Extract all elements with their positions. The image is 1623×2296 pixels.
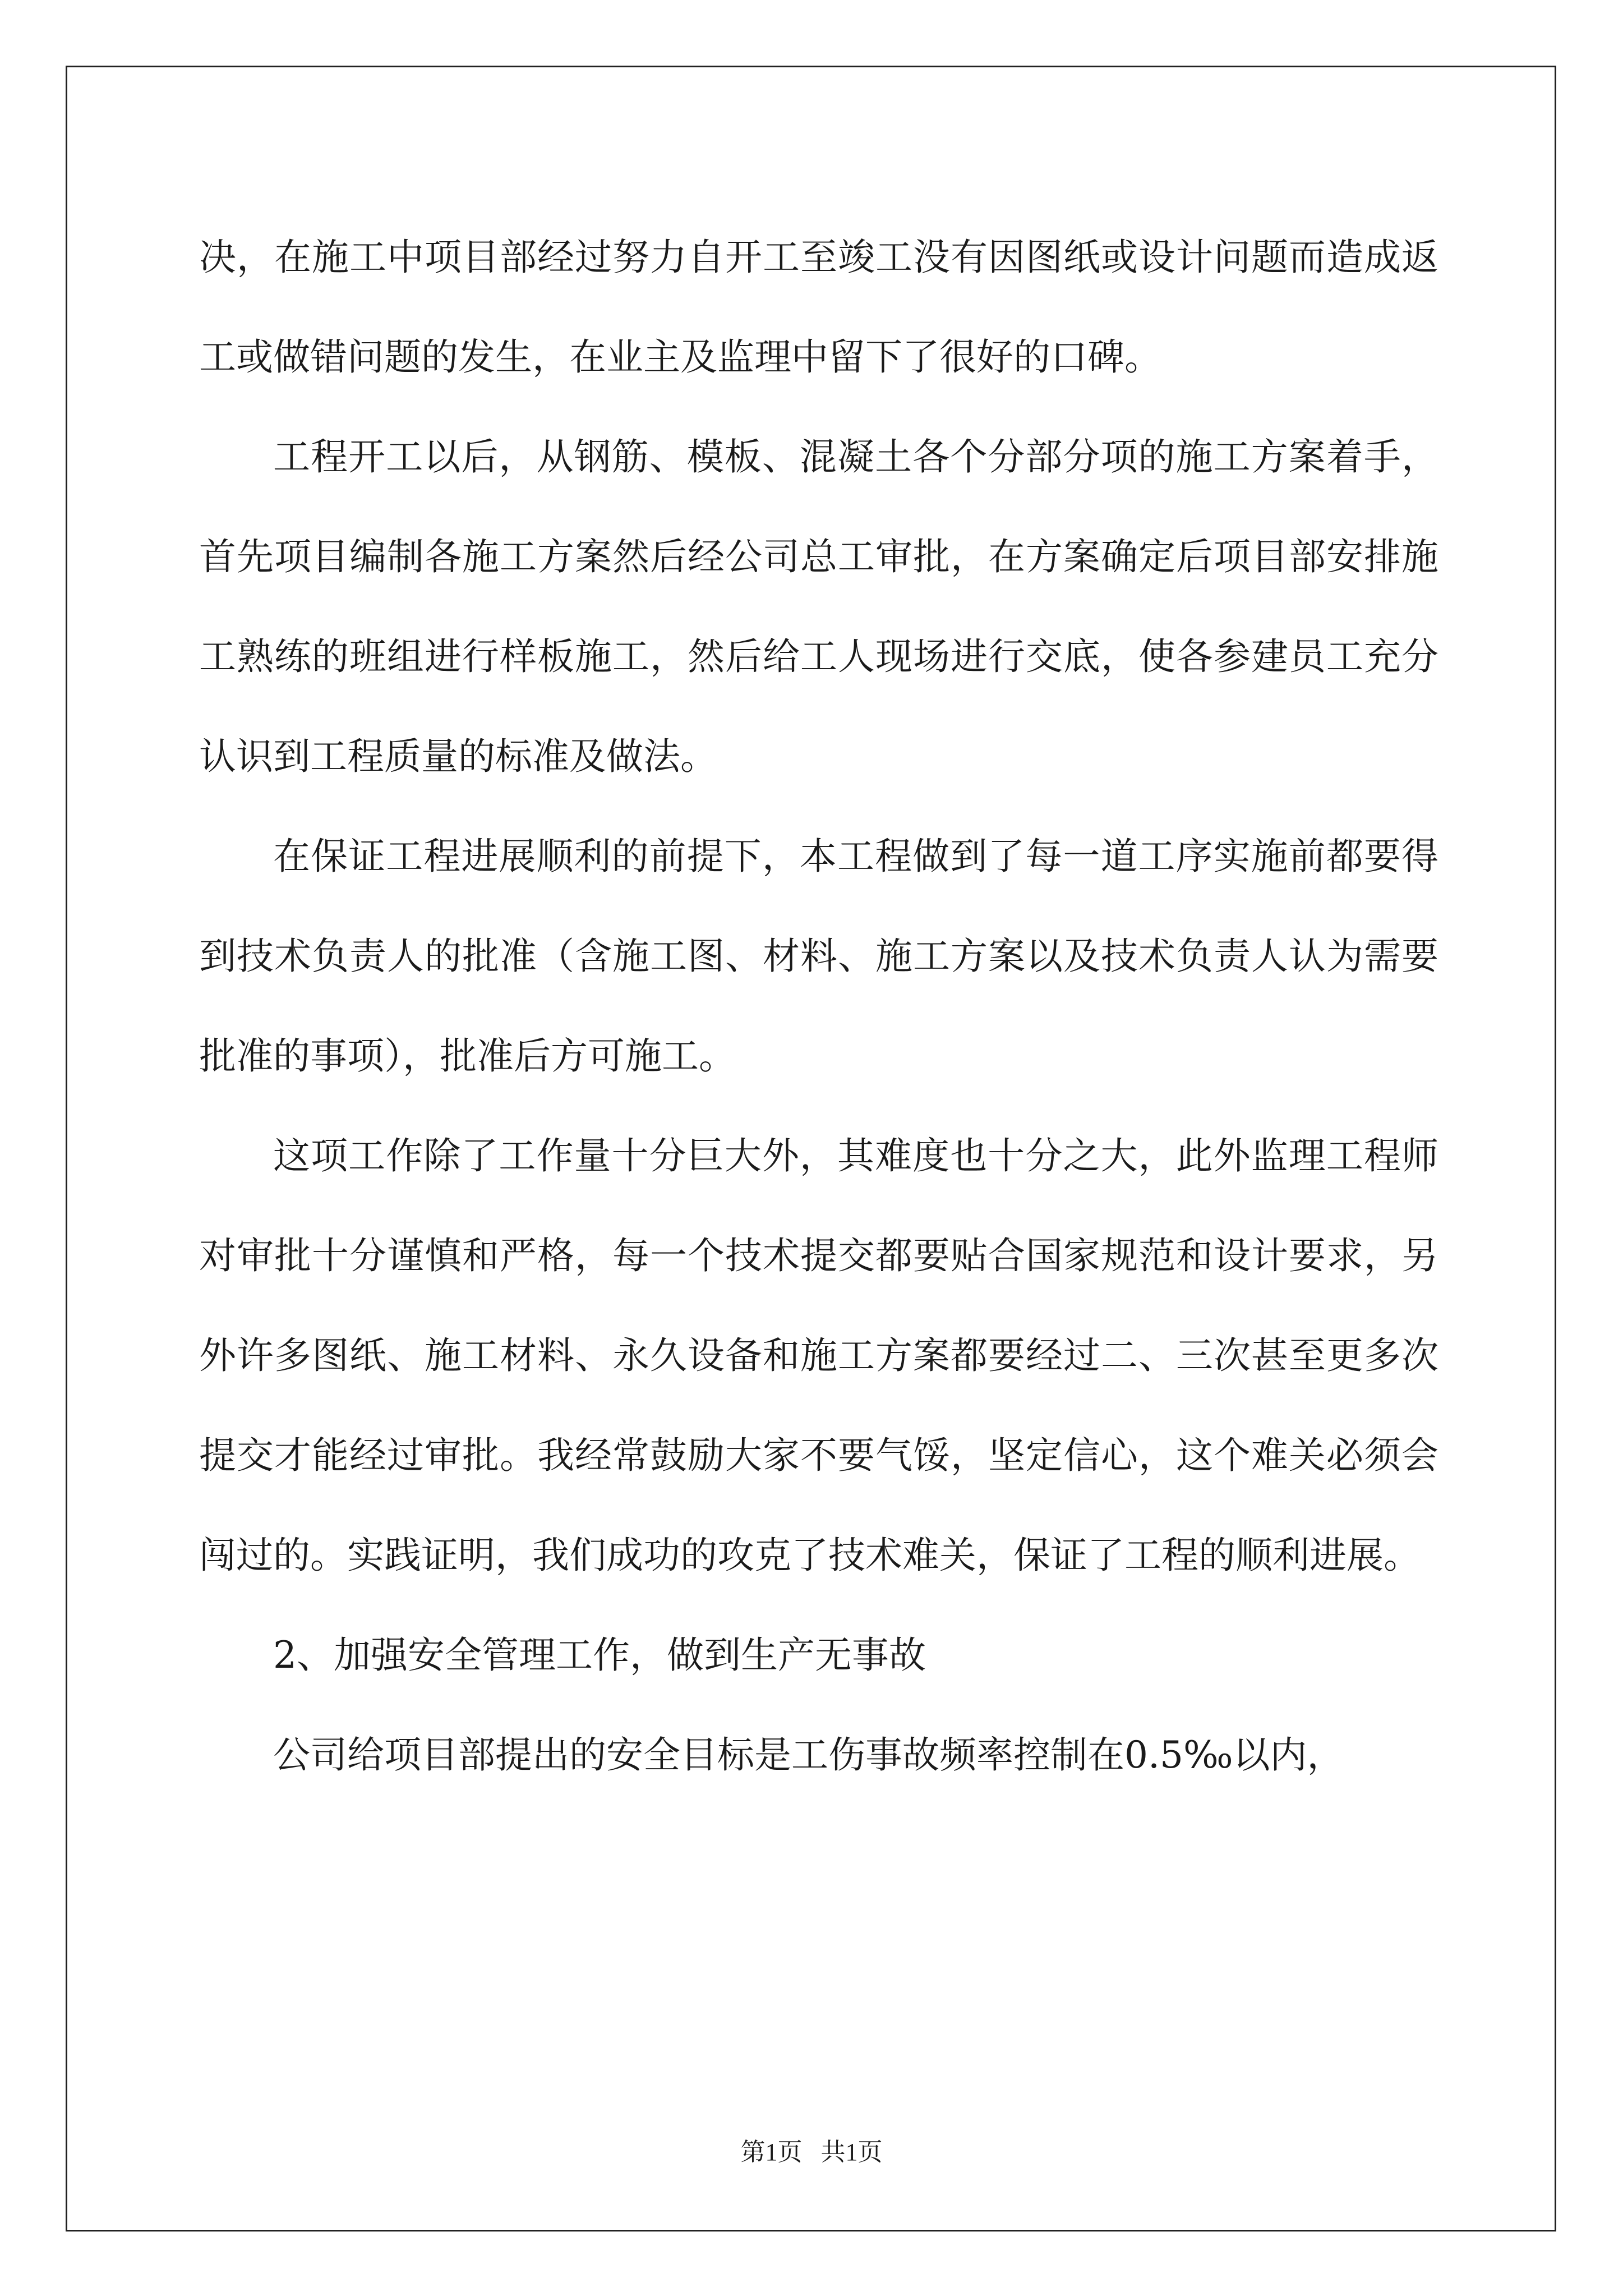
section-heading: 2、加强安全管理工作，做到生产无事故 [273, 1634, 926, 1677]
paragraph-2: 工程开工以后，从钢筋、模板、混凝土各个分部分项的施工方案着手，首先项目编制各施工方案然后经公司总工审批，在方案确定后项目部安排施工熟练的班组进行样板施工，然后给工人现场进行交底，使各参建员工充分认识到工程质量的标准及做法。 [199, 435, 1438, 778]
paragraph-3: 在保证工程进展顺利的前提下，本工程做到了每一道工序实施前都要得到技术负责人的批准（含施工图、材料、施工方案以及技术负责人认为需要批准的事项），批准后方可施工。 [199, 835, 1438, 1078]
document-body [199, 208, 1438, 1805]
paragraph-4: 这项工作除了工作量十分巨大外，其难度也十分之大，此外监理工程师对审批十分谨慎和严格，每一个技术提交都要贴合国家规范和设计要求，另外许多图纸、施工材料、永久设备和施工方案都要经过二、三次甚至更多次提交才能经过审批。我经常鼓励大家不要气馁，坚定信心，这个难关必须会闯过的。实践证明，我们成功的攻克了技术难关，保证了工程的顺利进展。 [199, 1134, 1438, 1577]
paragraph-5: 公司给项目部提出的安全目标是工伤事故频率控制在0.5‰以内， [273, 1733, 1344, 1777]
paragraph-1: 决，在施工中项目部经过努力自开工至竣工没有因图纸或设计问题而造成返工或做错问题的发生，在业主及监理中留下了很好的口碑。 [199, 236, 1438, 379]
page-footer: 第1页 共1页 [740, 2138, 883, 2166]
